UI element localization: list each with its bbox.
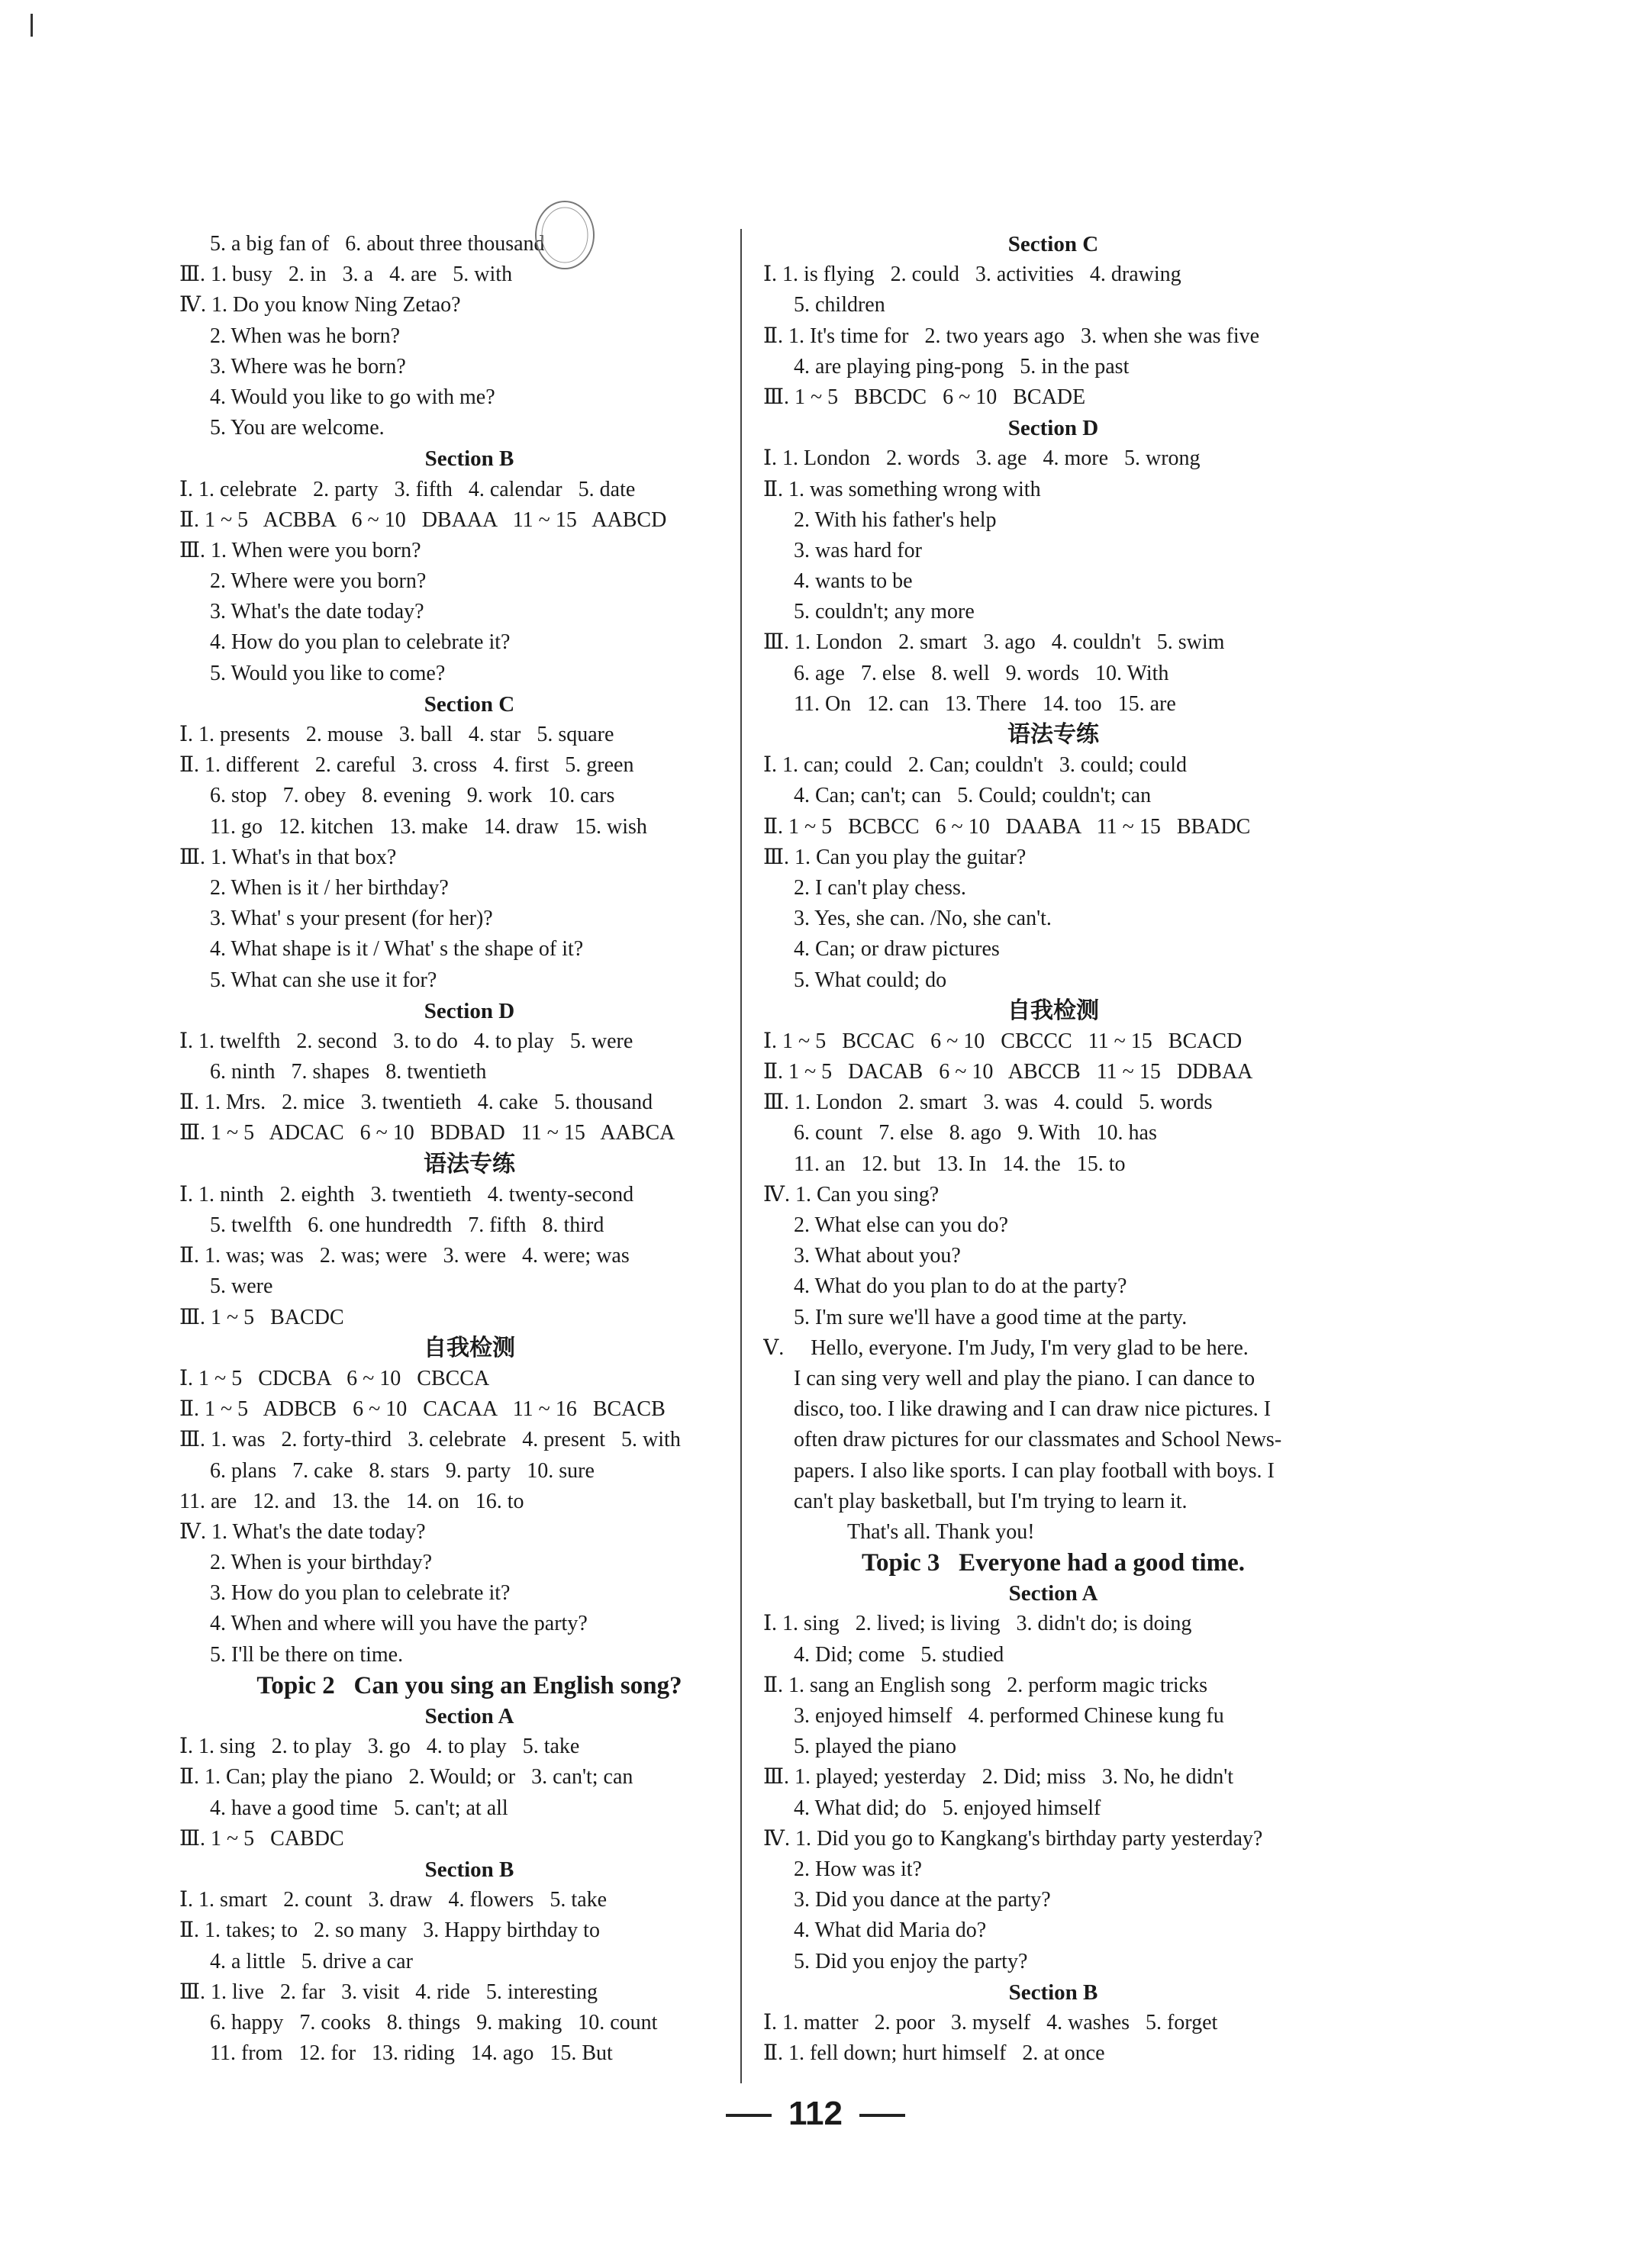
answer-line: Ⅳ. 1. Do you know Ning Zetao? (179, 293, 461, 317)
answer-line: Ⅲ. 1. What's in that box? (179, 845, 397, 869)
page-number (0, 2095, 1631, 2133)
answer-line: Ⅰ. 1. is flying 2. could 3. activities 4. drawing (763, 263, 1181, 287)
answer-line: Ⅲ. 1. was 2. forty-third 3. celebrate 4. present 5. with (179, 1428, 681, 1452)
chinese-heading: 自我检测 (424, 1334, 515, 1361)
section-heading: Section B (424, 446, 514, 472)
answer-line: 4. What did; do 5. enjoyed himself (794, 1796, 1101, 1820)
answer-line: Ⅱ. 1. different 2. careful 3. cross 4. first 5. green (179, 753, 634, 778)
answer-line: Ⅲ. 1. Can you play the guitar? (763, 845, 1027, 869)
answer-line: Ⅰ. 1. presents 2. mouse 3. ball 4. star 5. square (179, 723, 614, 746)
answer-line: Ⅳ. 1. Can you sing? (763, 1182, 940, 1206)
answer-line: Ⅰ. 1 ~ 5 CDCBA 6 ~ 10 CBCCA (179, 1366, 490, 1390)
answer-line: 6. age 7. else 8. well 9. words 10. With (794, 661, 1169, 685)
answer-line: Ⅰ. 1. twelfth 2. second 3. to do 4. to play 5. were (179, 1029, 633, 1053)
answer-line: 3. was hard for (794, 538, 922, 562)
answer-line: 4. wants to be (794, 569, 913, 594)
answer-line: Ⅱ. 1. was; was 2. was; were 3. were 4. were; was (179, 1244, 630, 1268)
answer-line: Ⅱ. 1 ~ 5 DACAB 6 ~ 10 ABCCB 11 ~ 15 DDBAA (763, 1060, 1253, 1084)
answer-line: 5. Did you enjoy the party? (794, 1949, 1028, 1973)
answer-line: Ⅰ. 1. celebrate 2. party 3. fifth 4. calendar 5. date (179, 477, 636, 501)
answer-line: 3. What about you? (794, 1244, 961, 1268)
answer-line: Ⅰ. 1. smart 2. count 3. draw 4. flowers 5. take (179, 1888, 608, 1912)
answer-line: 5. a big fan of 6. about three thousand (210, 232, 545, 256)
answer-line: Ⅲ. 1. When were you born? (179, 538, 421, 562)
answer-line: 4. Can; or draw pictures (794, 937, 1000, 962)
answer-line: 2. I can't play chess. (794, 875, 966, 900)
answer-line: Ⅲ. 1 ~ 5 CABDC (179, 1826, 344, 1851)
answer-line: 11. are 12. and 13. the 14. on 16. to (179, 1489, 524, 1513)
answer-line: 4. What did Maria do? (794, 1918, 987, 1943)
left-column (179, 229, 759, 2069)
answer-line: 3. How do you plan to celebrate it? (210, 1581, 511, 1606)
answer-line: 5. twelfth 6. one hundredth 7. fifth 8. third (210, 1213, 604, 1237)
answer-line: 5. I'll be there on time. (210, 1642, 404, 1667)
right-column (763, 229, 1343, 2069)
answer-line: That's all. Thank you! (847, 1519, 1035, 1544)
answer-line: 4. are playing ping-pong 5. in the past (794, 354, 1130, 379)
answer-line: 6. happy 7. cooks 8. things 9. making 10. count (210, 2010, 658, 2034)
answer-line: 5. children (794, 293, 885, 317)
answer-line: 4. Did; come 5. studied (794, 1642, 1004, 1667)
answer-line: Ⅰ. 1. matter 2. poor 3. myself 4. washes 5. forget (763, 2010, 1218, 2034)
answer-line: Ⅲ. 1 ~ 5 BACDC (179, 1305, 344, 1329)
section-heading: Section B (1008, 1980, 1098, 2005)
answer-line: I can sing very well and play the piano. I can dance to (794, 1366, 1255, 1390)
answer-line: 2. How was it? (794, 1857, 922, 1881)
answer-line: Ⅲ. 1. busy 2. in 3. a 4. are 5. with (179, 263, 513, 287)
answer-line: 4. a little 5. drive a car (210, 1949, 413, 1973)
answer-line: Ⅱ. 1 ~ 5 ACBBA 6 ~ 10 DBAAA 11 ~ 15 AABCD (179, 507, 667, 532)
answer-line: 3. What's the date today? (210, 600, 424, 624)
answer-line: 11. On 12. can 13. There 14. too 15. are (794, 691, 1176, 716)
answer-line: 4. How do you plan to celebrate it? (210, 630, 511, 655)
answer-line: can't play basketball, but I'm trying to learn it. (794, 1489, 1188, 1513)
answer-line: Ⅳ. 1. What's the date today? (179, 1519, 426, 1544)
answer-line: 6. stop 7. obey 8. evening 9. work 10. cars (210, 784, 615, 808)
answer-line: 5. You are welcome. (210, 416, 385, 440)
section-heading: Section D (424, 998, 515, 1023)
answer-line: 5. were (210, 1274, 273, 1299)
answer-line: 5. I'm sure we'll have a good time at the party. (794, 1305, 1188, 1329)
answer-line: Ⅱ. 1. takes; to 2. so many 3. Happy birthday to (179, 1918, 600, 1943)
answer-line: 6. count 7. else 8. ago 9. With 10. has (794, 1121, 1157, 1145)
answer-line: 4. have a good time 5. can't; at all (210, 1796, 508, 1820)
answer-line: 5. played the piano (794, 1735, 957, 1759)
section-heading: Section A (424, 1704, 514, 1728)
section-heading: Section B (424, 1857, 514, 1882)
answer-line: 5. What can she use it for? (210, 968, 437, 992)
answer-line: Ⅱ. 1. fell down; hurt himself 2. at once (763, 2041, 1105, 2066)
answer-line: Ⅱ. 1. sang an English song 2. perform magic tricks (763, 1673, 1208, 1697)
answer-line: 4. When and where will you have the party? (210, 1612, 588, 1636)
answer-line: 3. Did you dance at the party? (794, 1888, 1051, 1912)
answer-line: 2. Where were you born? (210, 569, 427, 594)
answer-line: Ⅱ. 1. was something wrong with (763, 477, 1041, 501)
answer-line: Ⅱ. 1. It's time for 2. two years ago 3. when she was five (763, 324, 1260, 348)
answer-line: 5. What could; do (794, 968, 947, 992)
answer-line: Ⅲ. 1 ~ 5 ADCAC 6 ~ 10 BDBAD 11 ~ 15 AABCA (179, 1121, 675, 1145)
answer-line: 2. What else can you do? (794, 1213, 1008, 1237)
answer-line: Ⅲ. 1. live 2. far 3. visit 4. ride 5. interesting (179, 1980, 598, 2004)
chinese-heading: 自我检测 (1007, 997, 1099, 1024)
answer-line: 3. Yes, she can. /No, she can't. (794, 907, 1052, 931)
answer-line: 4. Can; can't; can 5. Could; couldn't; can (794, 784, 1152, 808)
answer-line: Ⅴ. Hello, everyone. I'm Judy, I'm very glad to be here. (763, 1335, 1249, 1360)
answer-line: Ⅱ. 1 ~ 5 ADBCB 6 ~ 10 CACAA 11 ~ 16 BCACB (179, 1397, 666, 1422)
section-heading: Section C (424, 691, 515, 717)
answer-line: 4. What do you plan to do at the party? (794, 1274, 1127, 1299)
answer-line: 5. Would you like to come? (210, 661, 446, 685)
page-number-text: 112 (788, 2095, 843, 2132)
section-heading: Section C (1007, 232, 1099, 256)
answer-line: 4. What shape is it / What' s the shape of it? (210, 937, 584, 962)
answer-line: Ⅰ. 1. can; could 2. Can; couldn't 3. could; could (763, 753, 1188, 778)
answer-line: 2. When is it / her birthday? (210, 875, 449, 900)
answer-line: disco, too. I like drawing and I can draw nice pictures. I (794, 1397, 1272, 1422)
answer-line: 5. couldn't; any more (794, 600, 975, 624)
chinese-heading: 语法专练 (1007, 721, 1099, 748)
answer-line: papers. I also like sports. I can play football with boys. I (794, 1458, 1275, 1483)
answer-line: Ⅲ. 1. London 2. smart 3. was 4. could 5. words (763, 1091, 1213, 1115)
answer-line: often draw pictures for our classmates and School News- (794, 1428, 1282, 1452)
answer-line: Ⅱ. 1 ~ 5 BCBCC 6 ~ 10 DAABA 11 ~ 15 BBADC (763, 814, 1251, 839)
corner-mark (31, 14, 33, 37)
answer-line: Ⅳ. 1. Did you go to Kangkang's birthday party yesterday? (763, 1826, 1263, 1851)
section-heading: Section A (1008, 1581, 1098, 1606)
answer-line: 3. Where was he born? (210, 354, 406, 379)
answer-line: Ⅲ. 1. played; yesterday 2. Did; miss 3. No, he didn't (763, 1765, 1234, 1790)
answer-line: Ⅰ. 1 ~ 5 BCCAC 6 ~ 10 CBCCC 11 ~ 15 BCACD (763, 1029, 1243, 1053)
answer-line: 4. Would you like to go with me? (210, 385, 495, 409)
answer-line: Ⅲ. 1. London 2. smart 3. ago 4. couldn't 5. swim (763, 630, 1225, 655)
section-heading: Section D (1007, 416, 1099, 441)
answer-line: 3. What' s your present (for her)? (210, 907, 493, 931)
chinese-heading: 语法专练 (424, 1150, 515, 1177)
answer-line: 11. from 12. for 13. riding 14. ago 15. But (210, 2041, 613, 2066)
column-divider (740, 229, 742, 2083)
answer-line: 6. plans 7. cake 8. stars 9. party 10. sure (210, 1458, 595, 1483)
topic-heading: Topic 3 Everyone had a good time. (861, 1549, 1246, 1577)
answer-line: Ⅲ. 1 ~ 5 BBCDC 6 ~ 10 BCADE (763, 385, 1086, 409)
topic-heading: Topic 2 Can you sing an English song? (256, 1671, 682, 1699)
answer-line: Ⅰ. 1. ninth 2. eighth 3. twentieth 4. twenty-second (179, 1182, 634, 1206)
answer-line: Ⅰ. 1. London 2. words 3. age 4. more 5. wrong (763, 446, 1201, 471)
answer-line: 11. go 12. kitchen 13. make 14. draw 15. wish (210, 814, 647, 839)
answer-line: 2. When is your birthday? (210, 1551, 433, 1575)
answer-line: Ⅰ. 1. sing 2. lived; is living 3. didn't do; is doing (763, 1612, 1192, 1636)
stamp-icon (527, 197, 603, 273)
answer-line: 2. With his father's help (794, 507, 997, 532)
answer-line: Ⅱ. 1. Mrs. 2. mice 3. twentieth 4. cake 5. thousand (179, 1091, 653, 1115)
answer-line: 11. an 12. but 13. In 14. the 15. to (794, 1152, 1126, 1176)
answer-line: 2. When was he born? (210, 324, 401, 348)
answer-line: Ⅱ. 1. Can; play the piano 2. Would; or 3. can't; can (179, 1765, 633, 1790)
answer-line: 3. enjoyed himself 4. performed Chinese kung fu (794, 1704, 1224, 1728)
answer-line: 6. ninth 7. shapes 8. twentieth (210, 1060, 487, 1084)
answer-line: Ⅰ. 1. sing 2. to play 3. go 4. to play 5. take (179, 1735, 580, 1759)
